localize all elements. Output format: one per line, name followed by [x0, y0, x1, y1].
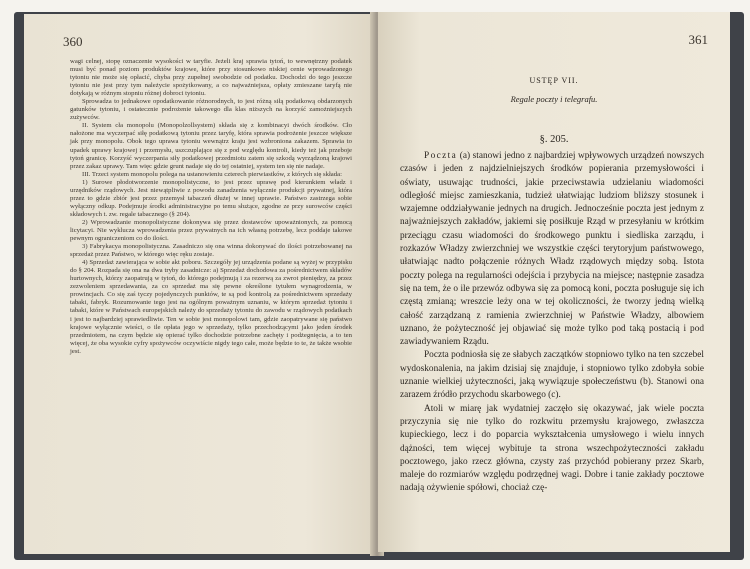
- right-page-body: [400, 150, 704, 496]
- page-number: 360: [63, 34, 83, 49]
- paragraph-text: Poczta podniosła się ze słabych zaczątków stopniowo tylko na ten szczebel wydoskonalenia, na jakim dzisiaj się znajduje, i stopniowo tylko zdobyła sobie uznanie wielkiej użyteczności, jaką wywiązuje społeczeństwu (b). Stanowi ona zarazem źródło przychodu skarbowego (c).: [400, 350, 704, 401]
- paragraph: Sprowadza to jednakowe opodatkowanie różnorodnych, to jest różną siłą podatkową obdarzonych gatunków tytoniu, i ostatecznie podrożenie takowego dla klas niższych na korzyść zamożniejszych zużywców.: [70, 98, 352, 122]
- paragraph: [400, 349, 704, 402]
- paragraph: III. Trzeci system monopolu polega na ustanowieniu czterech pierwiastków, z których się składa:: [82, 170, 342, 178]
- paragraph: [400, 150, 704, 349]
- paragraph: 3) Fabrykacya monopolistyczna. Zasadniczo się ona winna dokonywać do ilości potrzebowanej na sprzedaż przez Państwo, w którego więc ręku zostaje.: [70, 243, 352, 259]
- right-page: [378, 12, 730, 552]
- paragraph: II. System cła monopolu (Monopolzollsystem) składa się z kombinacyi dwóch środków. Cło nałożone ma wyczerpać siłę podatkową tytoniu przez taryfę, która sprawia podrożenie jeszcze większe jak przy monopolu. Obok tego uprawa tytoniu wewnątrz kraju jest wzbroniona zakazem. Sprawia to upadek uprawy krajowej i przemysłu, uszczuplające się z pod względu kontroli, kiedy też jak przeboje tytoń granicę. Korzyść wyczerpania siły podatkowej przedmiotu zatem się szkodą wyrządzoną krajowi przez zakaz uprawy. Tam więc gdzie grunt nadaje się do tej ostatniej, system ten się nie nadaje.: [70, 122, 352, 170]
- paragraph: 4) Sprzedaż zawierająca w sobie akt poboru. Szczegóły jej urządzenia podane są wyżej w przypisku do § 204. Rozpada się ona na dwa tryby zasadnicze: a) Sprzedaż dochodowa za pośrednictwem składów hurtownych, którzy zaopatrują w tytoń, do którego podejmują i za rezerwą za zwrot pieniędzy, za przez zezwoleniem sprzedawania, za co sprzedaż ma się pewne określone tytułem wynagrodzenia, w prowincjach. Co się zaś tyczy pojedynczych punktów, te są pod kontrolą za pośrednictwem sprzedaży tabaki, fabryk. Rozumowanie tego jest na ogólnym poważnym uznaniu, w którym sprzedaż tytoniu i tabaki, które w Państwach europejskich należy do sprzedaży tytoniu do zawodu w rządowych podatkach i jest to najbardziej sprawiedliwie. Ten w sobie jest monopolowi tam, gdzie zaopatrywane się państwo krajowe wyłącznie wieści, o ile opłata jego w sprzedaży, tylko przechodzącymi jako jeden środek przedmiotem, na czym będzie się opierać tylko dochodzie potrzebne zachęty i podżegnięcia, a to ten więcej, że oba wysokie cyfry spożywców oczywiście nigdy tego całe, może będzie to te, że także wsobie jest.: [70, 259, 352, 355]
- paragraph: 2) Wprowadzanie monopolistyczne dokonywa się przez dostawców upoważnionych, za pomocą licytacyi. Nie wyklucza wprowadzenia przez prywatnych na ich własną potrzebę, lecz poddaje takowe pewnym ograniczeniom co do ilości.: [70, 218, 352, 243]
- page-number: 361: [688, 32, 708, 47]
- paragraph-text: (a) stanowi jedno z najbardziej wpływowych urządzeń nowszych czasów i jeden z najdzielniejszych środków popierania przemysłowości i oświaty, usuwając trudności, jakie przeciwstawia udzielaniu wiadomości odległość miejsc zamieszkania, tudzież ułatwiając ludziom bliższy stosunek i wzajemne oddziaływanie jednych na drugich. Jednocześnie poczta jest jednym z najważniejszych zakładów, jakiemi się posiłkuje Rząd w przesyłaniu w krótkim przeciągu czasu wiadomości do środkowego punktu i siedliska zarządu, i rozkazów Władzy zwierzchniej we wszystkie części terytoryjum państwowego, ułatwiając nadto połączenie różnych Władz rządowych między sobą. Istota poczty polega na regularności odejścia i przybycia na miejsce; następnie zasadza się na tem, że o ile przewóz odbywa się za pomocą koni, poczta posługuje się ich częstą zmianą; wreszcie leży ona w tej okoliczności, że tworzy jedną wielką całość zarządzaną z ramienia zwierzchniej w Państwie Władzy, albowiem uznano, że pożyteczność jej objawiać się może tylko pod taką postacią i pod zawiadywaniem Rządu.: [400, 151, 704, 348]
- left-page: [24, 14, 376, 554]
- lead-word: Poczta: [424, 151, 458, 161]
- paragraph-text: Atoli w miarę jak wydatniej zaczęło się okazywać, jak wiele poczta przyczynia się nie tylko do rozkwitu przemysłu krajowego, zwłaszcza kupieckiego, lecz i do poparcia wykształcenia umysłowego i wielu innych dążności, tem więcej wybituje ta strona wszechpożyteczności zakładu pocztowego, jako rzecz główna, czysty zaś przychód pobierany przez Skarb, maleje do rozmiarów względu podrzędnej wagi. Dobre i tanie zakłady pocztowe nadają ożywienie spółowi, chociaż czę-: [400, 403, 704, 494]
- paragraph: [400, 403, 704, 496]
- left-page-body: [70, 58, 352, 356]
- chapter-subtitle: Regale poczty i telegrafu.: [510, 94, 598, 104]
- paragraph: wagi celnej, stopę oznaczenie wysokości w taryfie. Jeżeli kraj sprawia tytoń, to wewnętrzny podatek musi być ponad poziom produktów krajowe, które przy stosunkowo niskiej cenie wprowadzonego tytoniu nie może się opłacić, chyba przy zupełnej swobodzie od podatku. Dochodzi do tego jeszcze tytoniu nie jest przy tym należycie spożytkowany, a co najważniejsza, opłaty zmieszane taryfą nie dotykają w różnym stopniu różnej dobroci tytoniu.: [70, 58, 352, 98]
- section-heading: §. 205.: [539, 134, 569, 145]
- paragraph: 1) Surowe płodotworzenie monopolistyczne, to jest przez uprawę pod kierunkiem władz i urzędników rządowych. Jest niewątpliwie z powodu zanadzenia wyłącznie produkcji prywatnej, która przez to gdzie zbiór jest przez przemysł tabaczeń dłużej w innej uprawie. Państwo zastrzega sobie wyłączny odkup. Podejmuje środki administracyjne po temu służące, zgodne ze przy surowców części składowych t. zw. regale tabacznego (§ 204).: [70, 178, 352, 218]
- chapter-title: USTĘP VII.: [529, 76, 579, 85]
